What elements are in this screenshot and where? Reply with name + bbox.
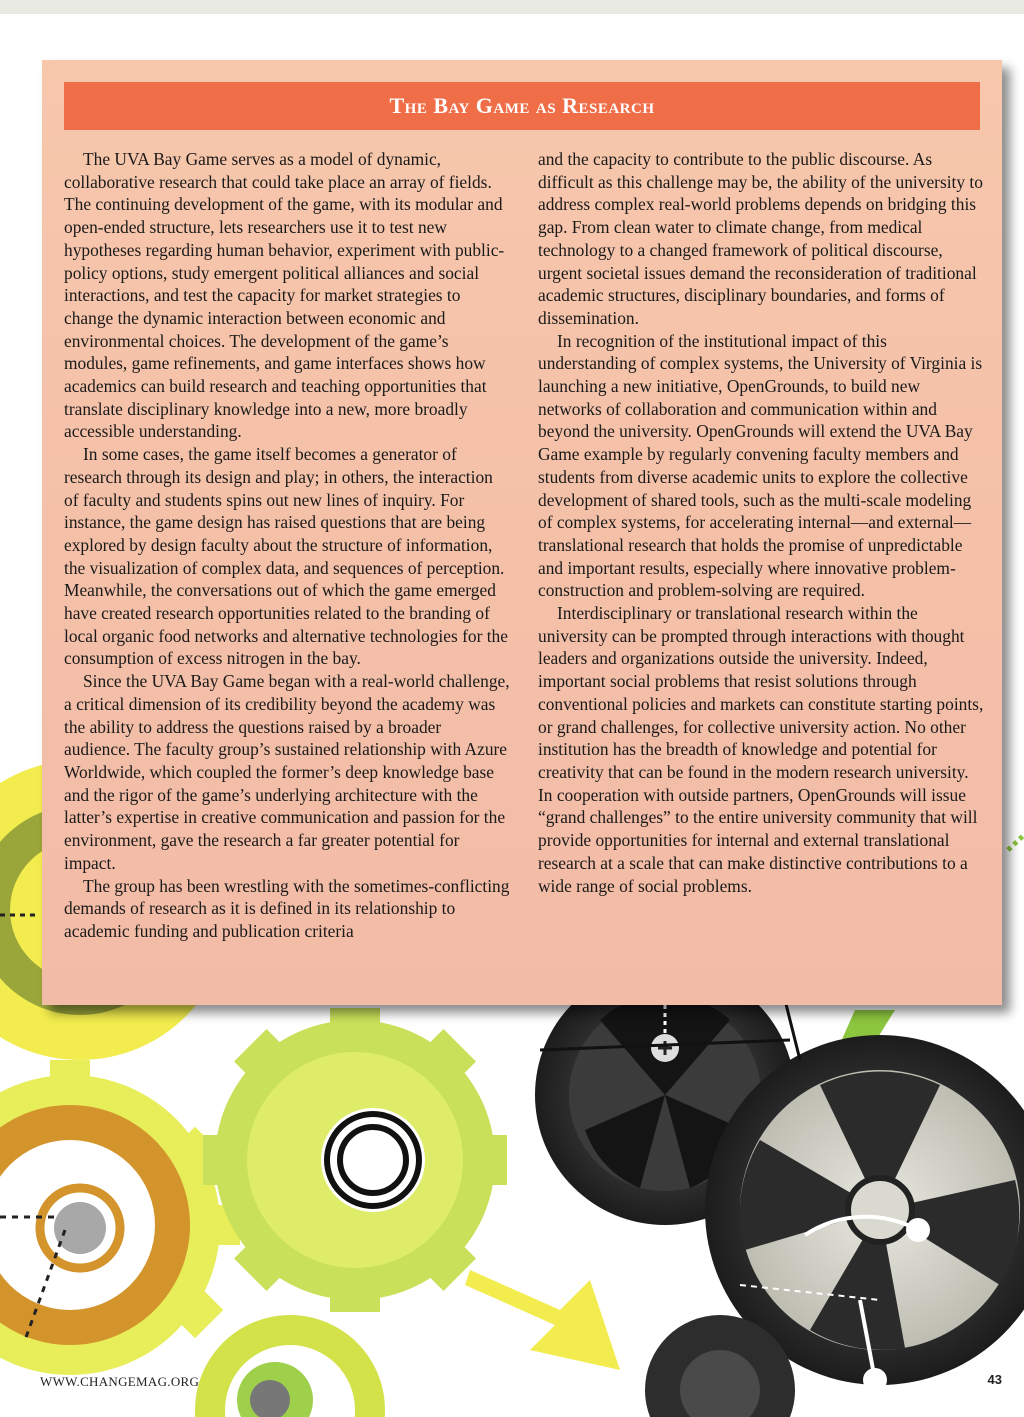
paragraph: In some cases, the game itself becomes a generator of research through its design and play; in others, the interaction of faculty and students spins out new lines of inquiry. For instance, the game design has raised questions that are being explored by design faculty about the structure of information, the visualization of complex data, and sequences of perception. Meanwhile, the conversations out of which the game emerged have created research opportunities related to the branding of local organic food networks and alternative technologies for the consumption of excess nitrogen in the bay. xyxy=(64,444,508,669)
gear-lime-bottom-icon xyxy=(195,1315,385,1417)
paragraph: In recognition of the institutional impact of this understanding of complex systems, the University of Virginia is launching a new initiative, OpenGrounds, to build new networks of collaboration and communication within and beyond the university. OpenGrounds will extend the UVA Bay Game example by regularly convening faculty members and students from diverse academic units to explore the collective development of shared tools, such as the multi-scale modeling of complex systems, for accelerating internal—and external—translational research that holds the promise of unpredictable and important results, especially where innovative problem-construction and problem-solving are required. xyxy=(538,330,983,601)
paragraph: and the capacity to contribute to the public discourse. As difficult as this challenge may be, the ability of the university to address complex real-world problems depends on bridging this gap. From clean water to climate change, from medical technology to a changed framework of political discourse, urgent societal issues demand the reconsideration of traditional academic structures, disciplinary boundaries, and forms of dissemination. xyxy=(538,149,983,328)
paragraph: Interdisciplinary or translational research within the university can be prompted through interactions with thought leaders and organizations outside the university. Indeed, important social problems that resist solutions through conventional policies and markets can constitute starting points, or grand challenges, for collective university action. No other institution has the breadth of knowledge and potential for creativity that can be found in the modern research university. In cooperation with outside partners, OpenGrounds will issue “grand challenges” to the entire university community that will provide opportunities for internal and external translational research at a scale that can make distinctive contributions to a wide range of social problems. xyxy=(538,603,984,896)
page-number: 43 xyxy=(987,1372,1002,1387)
gear-green-center-icon xyxy=(203,1008,507,1312)
paragraph: The UVA Bay Game serves as a model of dynamic, collaborative research that could take place an array of fields. The continuing development of the game, with its modular and open-ended structure, lets researchers use it to test new hypotheses regarding human behavior, experiment with public-policy options, study emergent political alliances and social interactions, and test the capacity for market strategies to change the dynamic interaction between economic and environmental choices. The development of the game’s modules, game refinements, and game interfaces shows how academics can build research and teaching opportunities that translate disciplinary knowledge into a new, more broadly accessible understanding. xyxy=(64,149,505,442)
top-strip xyxy=(0,0,1024,14)
right-column xyxy=(538,148,984,897)
paragraph: The group has been wrestling with the sometimes-conflicting demands of research as it is defined in its relationship to academic funding and publication criteria xyxy=(64,875,510,941)
article-panel xyxy=(42,60,1002,1005)
arrow-yellow-icon xyxy=(465,1270,620,1370)
section-title: The Bay Game as Research xyxy=(389,93,655,118)
footer-url: WWW.CHANGEMAG.ORG xyxy=(40,1374,200,1389)
section-title-bar xyxy=(64,82,980,130)
paragraph: Since the UVA Bay Game began with a real-world challenge, a critical dimension of its credibility beyond the academy was the ability to address the questions raised by a broader audience. The faculty group’s sustained relationship with Azure Worldwide, which coupled the former’s deep knowledge base and the rigor of the game’s underlying architecture with the latter’s expertise in creative communication and passion for the environment, gave the research a far greater potential for impact. xyxy=(64,671,510,873)
left-column xyxy=(64,148,510,943)
